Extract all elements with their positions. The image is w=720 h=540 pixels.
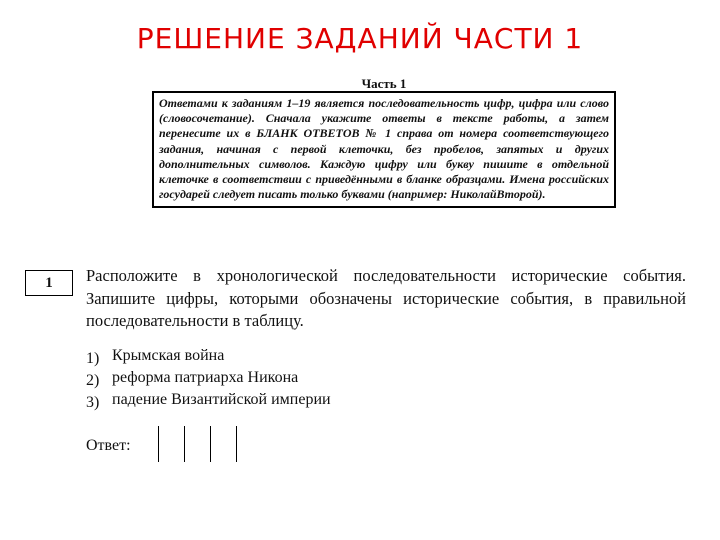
slide-title: РЕШЕНИЕ ЗАДАНИЙ ЧАСТИ 1 [136, 22, 584, 55]
option-label: Крымская война [112, 347, 225, 364]
option-item [86, 367, 586, 389]
option-item [86, 345, 586, 367]
answer-cell[interactable] [185, 426, 211, 462]
instructions-text: Ответами к заданиям 1–19 является последовательность цифр, цифра или слово (словосочетание). Сначала укажите ответы в тексте работы, а затем перенесите их в БЛАНК ОТВЕТОВ № 1 справа от номера соответствующего задания, начиная с первой клеточки, без пробелов, запятых и других дополнительных символов. Каждую цифру или букву пишите в отдельной клеточке в соответствии с приведёнными в бланке образцами. Имена российских государей следует писать только буквами (например: НиколайВторой). [159, 96, 609, 202]
option-number: 3) [86, 394, 100, 411]
option-number: 1) [86, 350, 100, 367]
task-number-box [25, 270, 73, 296]
answer-cell[interactable] [159, 426, 185, 462]
part-heading: Часть 1 [361, 76, 407, 91]
option-item [86, 389, 586, 411]
options-list [86, 345, 586, 411]
answer-cells[interactable] [158, 426, 237, 462]
answer-label: Ответ: [86, 437, 131, 454]
task-number: 1 [45, 275, 53, 291]
option-label: реформа патриарха Никона [112, 369, 299, 386]
task-text: Расположите в хронологической последовательности исторические события. Запишите цифры, которыми обозначены исторические события, в правильной последовательности в таблицу. [86, 266, 686, 330]
option-number: 2) [86, 372, 100, 389]
instructions-box [152, 91, 616, 208]
option-label: падение Византийской империи [112, 391, 331, 408]
answer-cell[interactable] [211, 426, 236, 462]
